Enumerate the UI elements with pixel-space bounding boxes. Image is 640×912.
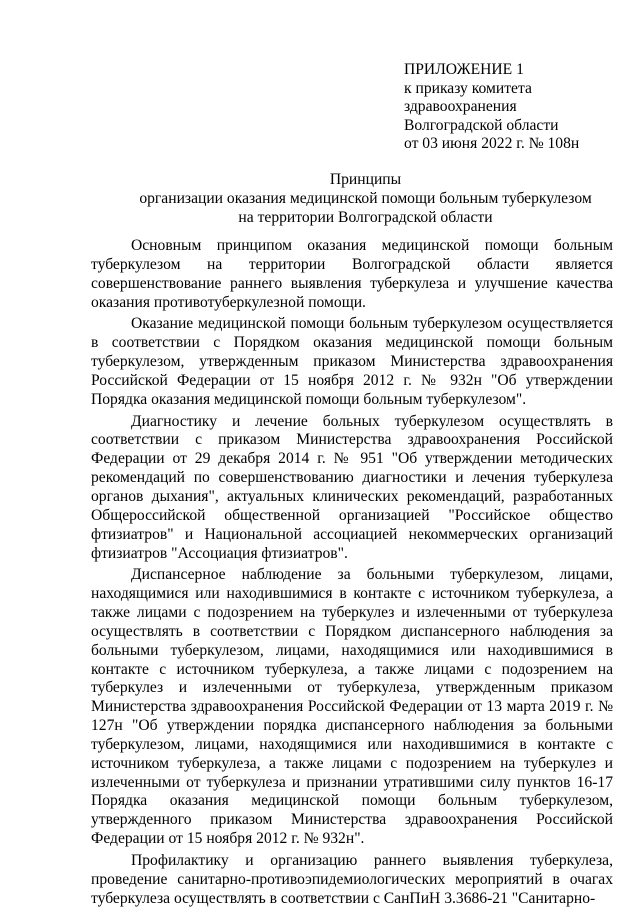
document-body	[91, 237, 613, 912]
paragraph: Оказание медицинской помощи больным туберкулезом осуществляется в соответствии с Порядком оказания медицинской помощи больным туберкулезом, утвержденным приказом Министерства здравоохранения Российской Федерации от 15 ноября 2012 г. № 932н "Об утверждении Порядка оказания медицинской помощи больным туберкулезом".	[91, 315, 613, 408]
title-heading: Принципы	[329, 171, 402, 188]
appendix-title: ПРИЛОЖЕНИЕ 1	[404, 61, 524, 78]
appendix-order-number: от 03 июня 2022 г. № 108н	[404, 135, 580, 152]
document-title	[0, 170, 640, 227]
appendix-line: Волгоградской области	[404, 116, 559, 134]
paragraph: Профилактику и организацию раннего выявления туберкулеза, проведение санитарно-противоэпидемиологических мероприятий в очагах туберкулеза осуществлять в соответствии с СанПиН 3.3686-21 "Санитарно-	[91, 852, 613, 907]
paragraph: Диспансерное наблюдение за больными туберкулезом, лицами, находящимися или находившимися в контакте с источником туберкулеза, а также лицами с подозрением на туберкулез и излеченными от туберкулеза осуществлять в соответствии с Порядком диспансерного наблюдения за больными туберкулезом, лицами, находящимися или находившимися в контакте с источником туберкулеза, а также лицами с подозрением на туберкулез и излеченными от туберкулеза, утвержденным приказом Министерства здравоохранения Российской Федерации от 13 марта 2019 г. № 127н "Об утверждении порядка диспансерного наблюдения за больными туберкулезом, лицами, находящимися или находившимися в контакте с источником туберкулеза, а также лицами с подозрением на туберкулез и излеченными от туберкулеза и признании утратившими силу пунктов 16-17 Порядка оказания медицинской помощи больным туберкулезом, утвержденного приказом Министерства здравоохранения Российской Федерации от 15 ноября 2012 г. № 932н".	[91, 566, 613, 848]
paragraph: Диагностику и лечение больных туберкулезом осуществлять в соответствии с приказом Министерства здравоохранения Российской Федерации от 29 декабря 2014 г. № 951 "Об утверждении методических рекомендаций по совершенствованию диагностики и лечения туберкулеза органов дыхания", актуальных клинических рекомендаций, разработанных Общероссийской общественной организацией "Российское общество фтизиатров" и Национальной ассоциацией некоммерческих организаций фтизиатров "Ассоциация фтизиатров".	[91, 412, 613, 562]
appendix-line: к приказу комитета	[404, 79, 532, 97]
title-subheading: на территории Волгоградской области	[238, 209, 493, 226]
paragraph: Основным принципом оказания медицинской помощи больным туберкулезом на территории Волгоградской области является совершенствование раннего выявления туберкулеза и улучшение качества оказания противотуберкулезной помощи.	[91, 237, 613, 311]
appendix-header	[404, 61, 579, 154]
appendix-line: здравоохранения	[404, 98, 517, 115]
title-subheading: организации оказания медицинской помощи больным туберкулезом	[139, 190, 592, 207]
